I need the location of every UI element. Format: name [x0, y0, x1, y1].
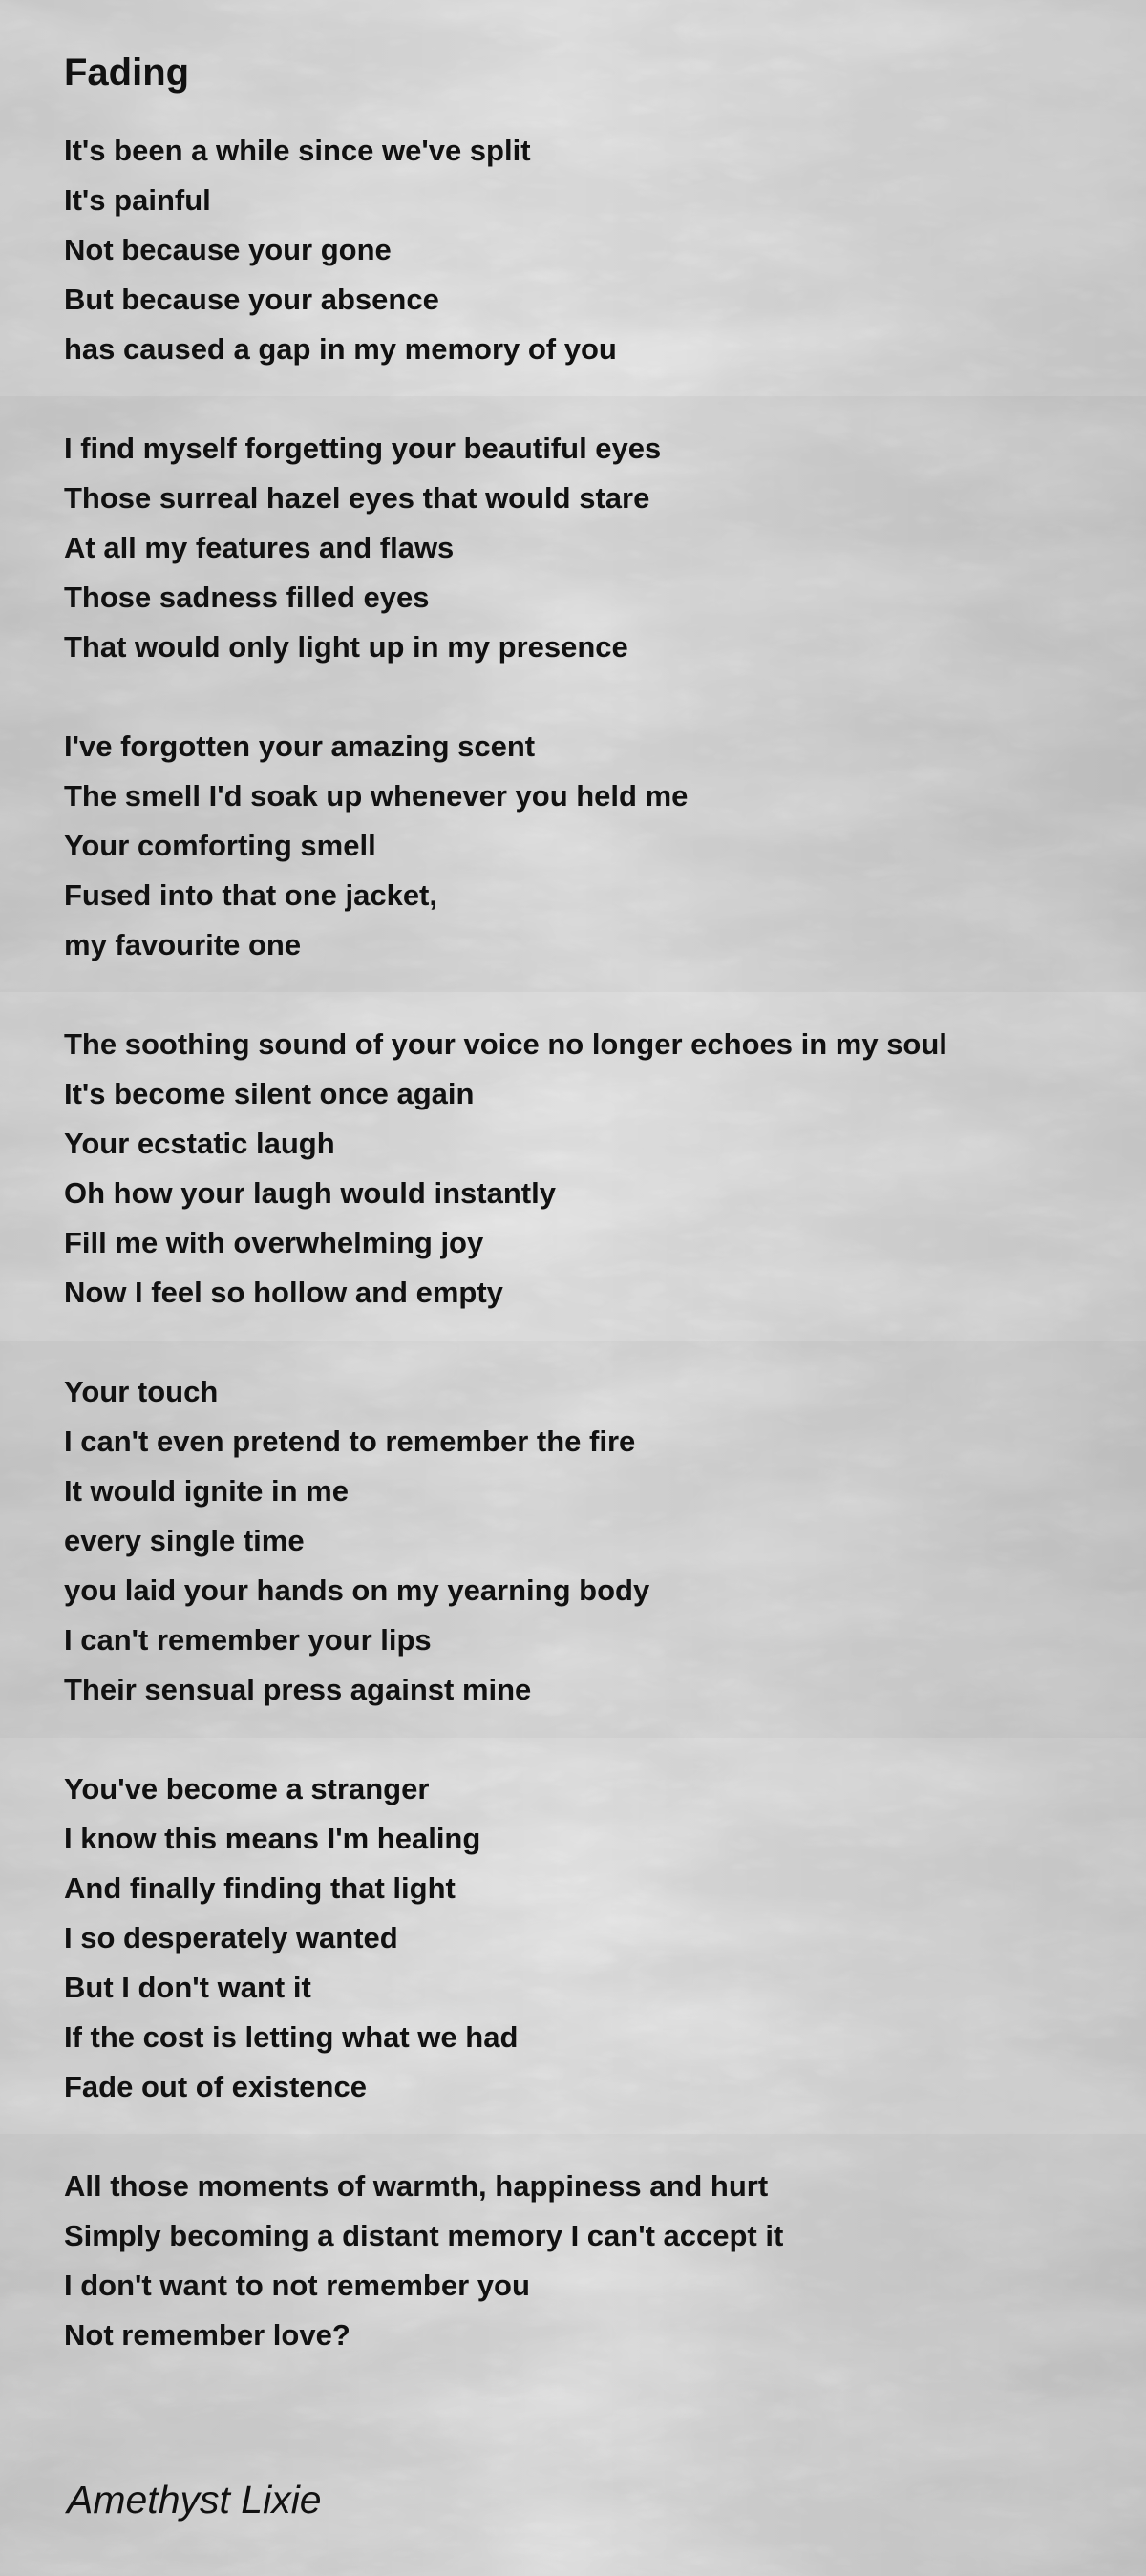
- poem-line: Those sadness filled eyes: [64, 581, 430, 614]
- stanza-1: [64, 126, 1114, 374]
- poem-line: But because your absence: [64, 283, 439, 316]
- poem-line: Your touch: [64, 1375, 219, 1408]
- poem-line: Oh how your laugh would instantly: [64, 1176, 556, 1210]
- poem-line: my favourite one: [64, 928, 302, 961]
- poem-line: Your ecstatic laugh: [64, 1127, 335, 1160]
- poem-line: has caused a gap in my memory of you: [64, 332, 617, 366]
- poem-line: Those surreal hazel eyes that would stare: [64, 481, 650, 515]
- poem-line: Not remember love?: [64, 2318, 350, 2352]
- stanza-2: [64, 424, 1114, 672]
- stanza-5: [64, 1367, 1114, 1715]
- poem-line: I've forgotten your amazing scent: [64, 729, 536, 763]
- poem-line: If the cost is letting what we had: [64, 2020, 519, 2054]
- poem-line: I can't even pretend to remember the fire: [64, 1425, 636, 1458]
- poem-line: I know this means I'm healing: [64, 1822, 481, 1855]
- poem-line: That would only light up in my presence: [64, 630, 628, 664]
- stanza-6: [64, 1764, 1114, 2112]
- poem-line: I so desperately wanted: [64, 1921, 398, 1954]
- stanza-4: [64, 1020, 1114, 1318]
- poem-line: Not because your gone: [64, 233, 392, 266]
- poem-line: The soothing sound of your voice no longer echoes in my soul: [64, 1027, 947, 1061]
- poem-line: every single time: [64, 1524, 305, 1557]
- poem-author: Amethyst Lixie: [67, 2478, 322, 2522]
- poem-line: I can't remember your lips: [64, 1623, 432, 1657]
- poem-title: Fading: [64, 52, 190, 94]
- poem-line: All those moments of warmth, happiness and hurt: [64, 2169, 769, 2203]
- poem-line: Fused into that one jacket,: [64, 878, 437, 912]
- poem-line: The smell I'd soak up whenever you held me: [64, 779, 689, 813]
- poem-line: And finally finding that light: [64, 1871, 456, 1905]
- stanza-7: [64, 2162, 1114, 2360]
- poem-line: It's painful: [64, 183, 211, 217]
- stanza-3: [64, 722, 1114, 970]
- poem-line: It would ignite in me: [64, 1474, 349, 1508]
- poem-line: Now I feel so hollow and empty: [64, 1276, 503, 1309]
- poem-line: I find myself forgetting your beautiful eyes: [64, 432, 662, 465]
- poem-line: You've become a stranger: [64, 1772, 430, 1805]
- poem-line: It's been a while since we've split: [64, 134, 531, 167]
- poem-body: [64, 48, 1114, 2410]
- poem-line: Simply becoming a distant memory I can't accept it: [64, 2219, 784, 2252]
- poem-line: But I don't want it: [64, 1971, 311, 2004]
- poem-line: Fade out of existence: [64, 2070, 367, 2103]
- poem-line: I don't want to not remember you: [64, 2269, 530, 2302]
- poem-line: you laid your hands on my yearning body: [64, 1573, 650, 1607]
- poem-line: Fill me with overwhelming joy: [64, 1226, 484, 1259]
- poem-line: Their sensual press against mine: [64, 1673, 532, 1706]
- poem-line: At all my features and flaws: [64, 531, 455, 564]
- poem-line: Your comforting smell: [64, 829, 376, 862]
- poem-line: It's become silent once again: [64, 1077, 475, 1110]
